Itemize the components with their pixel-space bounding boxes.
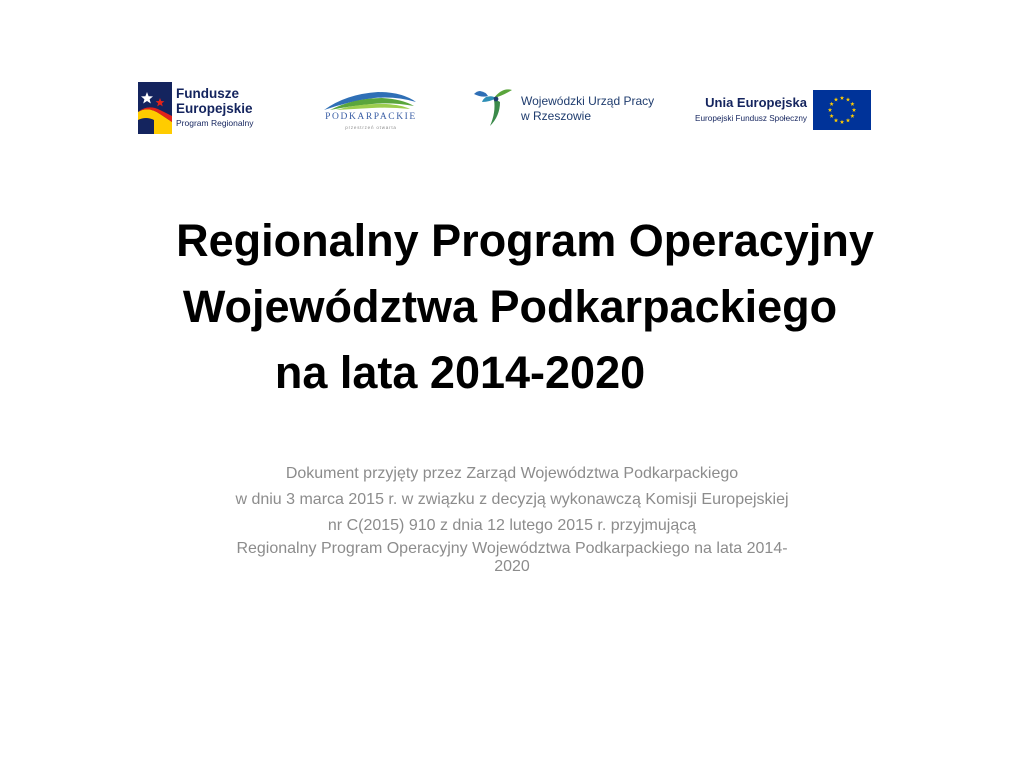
fundusze-europejskie-flag-icon — [138, 82, 172, 134]
fundusze-europejskie-logo — [138, 82, 278, 134]
logo-bar — [0, 0, 1024, 160]
podkarpackie-name: PODKARPACKIE — [325, 112, 417, 122]
title-line3: na lata 2014-2020 — [274, 347, 646, 398]
title-line1: Regionalny Program Operacyjny — [176, 215, 874, 266]
podkarpackie-hills-icon — [316, 88, 426, 112]
subtitle-line5: 2020 — [494, 558, 530, 575]
subtitle-line1: Dokument przyjęty przez Zarząd Województwa Podkarpackiego — [285, 465, 739, 482]
wup-line2: w Rzeszowie — [521, 109, 592, 123]
page-title — [40, 208, 1000, 406]
subtitle-line2: w dniu 3 marca 2015 r. w związku z decyzją wykonawczą Komisji Europejskiej — [235, 491, 789, 508]
ue-line1: Unia Europejska — [705, 95, 807, 110]
fundusze-line1: Fundusze — [176, 86, 239, 101]
fundusze-line3: Program Regionalny — [176, 118, 254, 128]
eu-flag-icon — [813, 90, 871, 130]
fundusze-line2: Europejskie — [176, 101, 253, 116]
podkarpackie-tagline: przestrzeń otwarta — [345, 125, 397, 130]
ue-line2: Europejski Fundusz Społeczny — [695, 114, 807, 123]
unia-europejska-logo — [680, 89, 875, 131]
wup-line1: Wojewódzki Urząd Pracy — [521, 94, 655, 108]
podkarpackie-logo — [316, 88, 426, 132]
wup-bird-icon — [472, 86, 518, 130]
wup-rzeszow-logo — [472, 86, 672, 134]
subtitle — [100, 461, 924, 575]
subtitle-line4: Regionalny Program Operacyjny Województwa Podkarpackiego na lata 2014- — [236, 540, 788, 557]
subtitle-line3: nr C(2015) 910 z dnia 12 lutego 2015 r. przyjmującą — [327, 517, 697, 534]
title-line2: Województwa Podkarpackiego — [182, 281, 838, 332]
